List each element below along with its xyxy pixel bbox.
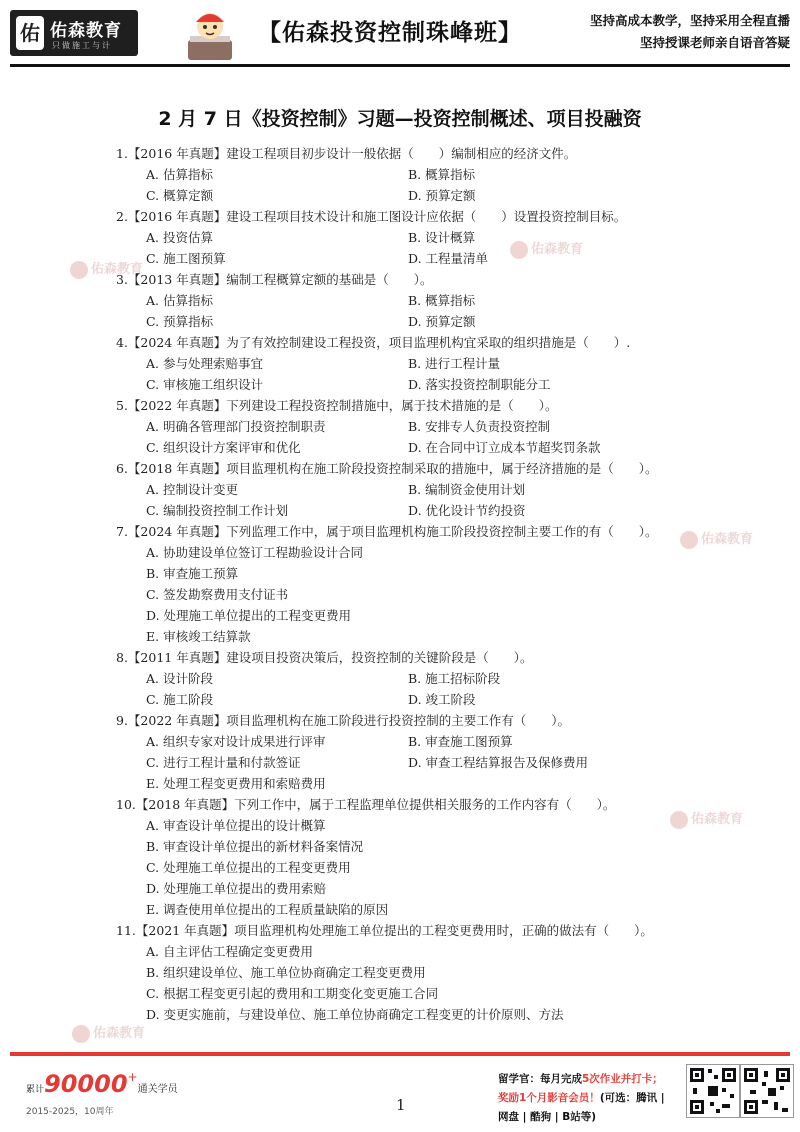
- option-c: C. 编制投资控制工作计划: [146, 503, 289, 518]
- question-stem: 2.【2016 年真题】建设工程项目技术设计和施工图设计应依据（ ）设置投资控制目标。: [116, 209, 627, 224]
- option-e: E. 审核竣工结算款: [146, 629, 251, 644]
- slogan-line-1: 坚持高成本教学，坚持采用全程直播: [589, 13, 790, 28]
- option-c: C. 处理施工单位提出的工程变更费用: [146, 860, 351, 875]
- option-a: A. 控制设计变更: [146, 482, 238, 497]
- option-a: A. 参与处理索赔事宜: [146, 356, 263, 371]
- option-a: A. 协助建设单位签订工程勘验设计合同: [146, 545, 363, 560]
- question-stem: 5.【2022 年真题】下列建设工程投资控制措施中，属于技术措施的是（ ）。: [116, 398, 558, 413]
- question-item: [116, 794, 716, 920]
- question-item: [116, 332, 716, 395]
- question-stem: 4.【2024 年真题】为了有效控制建设工程投资，项目监理机构宜采取的组织措施是（ ）.: [116, 335, 631, 350]
- qr-code-icon: [686, 1064, 740, 1118]
- question-stem: 6.【2018 年真题】项目监理机构在施工阶段投资控制采取的措施中，属于经济措施的是（ ）。: [116, 461, 658, 476]
- option-d: D. 预算定额: [408, 188, 476, 203]
- document-title: 2 月 7 日《投资控制》习题—投资控制概述、项目投融资: [158, 108, 642, 130]
- question-stem: 10.【2018 年真题】下列工作中，属于工程监理单位提供相关服务的工作内容有（ ）。: [116, 797, 616, 812]
- option-c: C. 根据工程变更引起的费用和工期变化变更施工合同: [146, 986, 439, 1001]
- option-b: B. 进行工程计量: [408, 356, 501, 371]
- promo-line-3: 网盘 | 酷狗 | B站等): [498, 1111, 597, 1123]
- header-title: 【佑森投资控制珠峰班】: [258, 20, 522, 46]
- promo-line-1: 留学官：每月完成: [498, 1073, 582, 1085]
- question-item: [116, 206, 716, 269]
- watermark: 佑森教育: [510, 238, 583, 259]
- option-a: A. 明确各管理部门投资控制职责: [146, 419, 326, 434]
- question-item: [116, 269, 716, 332]
- promo-text: [498, 1070, 682, 1127]
- question-item: [116, 647, 716, 710]
- question-item: [116, 395, 716, 458]
- option-d: D. 落实投资控制职能分工: [408, 377, 551, 392]
- option-e: E. 处理工程变更费用和索赔费用: [146, 776, 326, 791]
- option-d: D. 处理施工单位提出的工程变更费用: [146, 608, 352, 623]
- option-b: B. 组织建设单位、施工单位协商确定工程变更费用: [146, 965, 426, 980]
- option-b: B. 审查设计单位提出的新材料备案情况: [146, 839, 364, 854]
- stat-years: 2015-2025，10周年: [26, 1107, 114, 1117]
- brand-logo: [10, 10, 138, 56]
- question-item: [116, 710, 716, 794]
- option-c: C. 预算指标: [146, 314, 214, 329]
- option-a: A. 审查设计单位提出的设计概算: [146, 818, 326, 833]
- option-d: D. 优化设计节约投资: [408, 503, 526, 518]
- footer-divider: [10, 1052, 790, 1056]
- option-a: A. 设计阶段: [146, 671, 213, 686]
- question-stem: 11.【2021 年真题】项目监理机构处理施工单位提出的工程变更费用时，正确的做法有（ ）。: [116, 923, 653, 938]
- watermark-logo-icon: [70, 261, 88, 279]
- question-stem: 9.【2022 年真题】项目监理机构在施工阶段进行投资控制的主要工作有（ ）。: [116, 713, 570, 728]
- watermark: 佑森教育: [70, 258, 143, 279]
- option-b: B. 审查施工图预算: [408, 734, 513, 749]
- stat-plus: +: [127, 1070, 138, 1084]
- question-item: [116, 521, 716, 647]
- promo-line-1-highlight: 5次作业并打卡；: [582, 1073, 663, 1085]
- option-d: D. 处理施工单位提出的费用索赔: [146, 881, 327, 896]
- option-c: C. 签发勘察费用支付证书: [146, 587, 289, 602]
- option-c: C. 组织设计方案评审和优化: [146, 440, 301, 455]
- question-stem: 3.【2013 年真题】编制工程概算定额的基础是（ ）。: [116, 272, 433, 287]
- option-b: B. 设计概算: [408, 230, 476, 245]
- promo-line-2: (可选：腾讯 |: [599, 1092, 665, 1104]
- option-a: A. 估算指标: [146, 293, 213, 308]
- logo-subtext: 只做施工与计: [52, 41, 112, 50]
- option-d: D. 审查工程结算报告及保修费用: [408, 755, 589, 770]
- page-number: 1: [396, 1096, 406, 1114]
- option-a: A. 估算指标: [146, 167, 213, 182]
- question-item: [116, 458, 716, 521]
- question-item: [116, 920, 716, 1025]
- option-e: E. 调查使用单位提出的工程质量缺陷的原因: [146, 902, 389, 917]
- option-d: D. 预算定额: [408, 314, 476, 329]
- option-c: C. 施工阶段: [146, 692, 214, 707]
- option-d: D. 竣工阶段: [408, 692, 476, 707]
- stat-prefix: 累计: [26, 1085, 45, 1095]
- student-count-stat: [26, 1070, 178, 1098]
- mascot-icon: [180, 6, 240, 62]
- header-divider: [10, 64, 790, 67]
- logo-text: 佑森教育: [50, 21, 122, 41]
- promo-line-2-highlight: 奖励1个月影音会员！: [498, 1092, 600, 1104]
- question-item: [116, 143, 716, 206]
- option-d: D. 工程量清单: [408, 251, 489, 266]
- watermark: 佑森教育: [72, 1022, 145, 1043]
- watermark-logo-icon: [72, 1025, 90, 1043]
- question-stem: 7.【2024 年真题】下列监理工作中，属于项目监理机构施工阶段投资控制主要工作的有（ ）。: [116, 524, 658, 539]
- logo-mark-icon: 佑: [16, 16, 44, 50]
- option-c: C. 进行工程计量和付款签证: [146, 755, 301, 770]
- header-slogan: [590, 10, 790, 54]
- option-a: A. 自主评估工程确定变更费用: [146, 944, 313, 959]
- option-b: B. 概算指标: [408, 293, 476, 308]
- option-c: C. 概算定额: [146, 188, 214, 203]
- stat-suffix: 通关学员: [137, 1084, 178, 1095]
- option-b: B. 概算指标: [408, 167, 476, 182]
- question-stem: 8.【2011 年真题】建设项目投资决策后，投资控制的关键阶段是（ ）。: [116, 650, 533, 665]
- option-c: C. 施工图预算: [146, 251, 226, 266]
- question-stem: 1.【2016 年真题】建设工程项目初步设计一般依据（ ）编制相应的经济文件。: [116, 146, 577, 161]
- option-b: B. 编制资金使用计划: [408, 482, 526, 497]
- watermark: 佑森教育: [670, 808, 743, 829]
- option-b: B. 施工招标阶段: [408, 671, 501, 686]
- option-c: C. 审核施工组织设计: [146, 377, 264, 392]
- watermark: 佑森教育: [680, 528, 753, 549]
- qr-code-icon: [740, 1064, 794, 1118]
- stat-number: 90000: [44, 1070, 128, 1098]
- question-list: [116, 143, 716, 1025]
- option-a: A. 投资估算: [146, 230, 213, 245]
- page-header: [0, 0, 800, 66]
- option-d: D. 在合同中订立成本节超奖罚条款: [408, 440, 601, 455]
- option-b: B. 安排专人负责投资控制: [408, 419, 551, 434]
- option-d: D. 变更实施前，与建设单位、施工单位协商确定工程变更的计价原则、方法: [146, 1007, 564, 1022]
- option-a: A. 组织专家对设计成果进行评审: [146, 734, 326, 749]
- slogan-line-2: 坚持授课老师亲自语音答疑: [639, 35, 790, 50]
- option-b: B. 审查施工预算: [146, 566, 239, 581]
